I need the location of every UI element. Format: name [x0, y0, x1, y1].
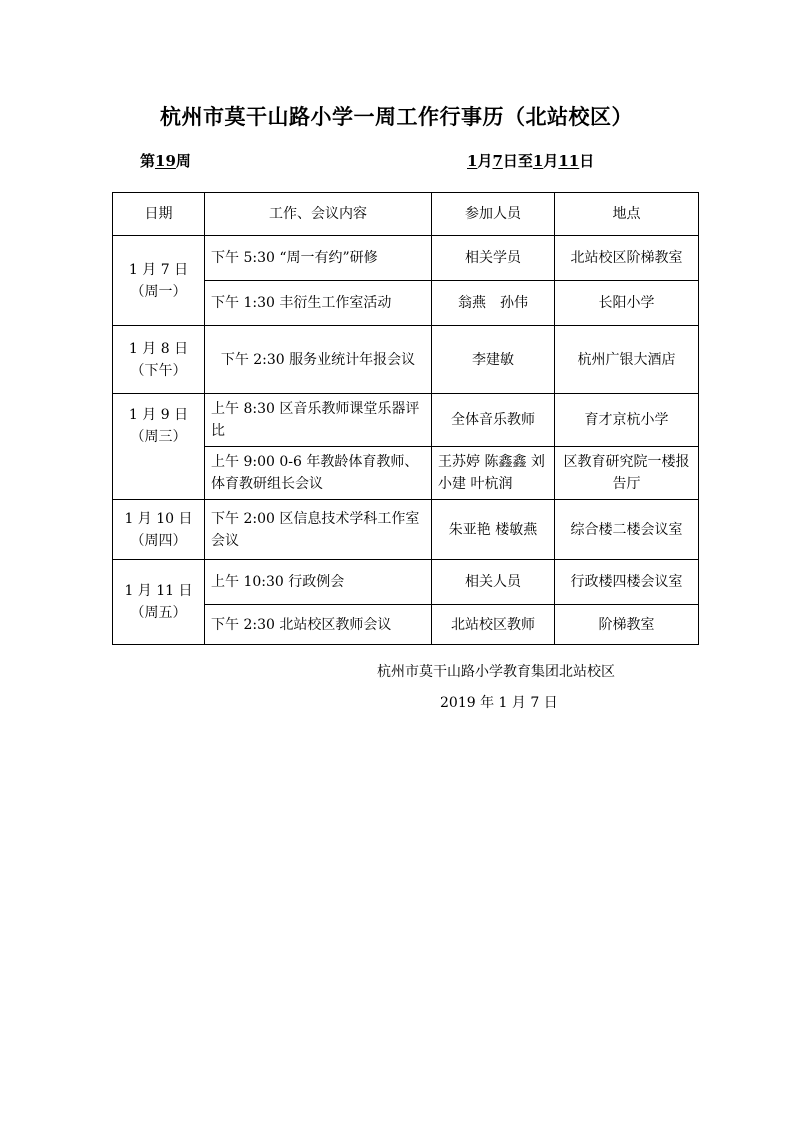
place-cell: 阶梯教室 [555, 605, 699, 645]
date-cell [113, 500, 205, 560]
date-label: 1 月 9 日 [128, 407, 189, 423]
week-suffix: 周 [175, 152, 191, 170]
header-content: 工作、会议内容 [205, 193, 432, 236]
table-row [113, 236, 699, 281]
date-range-text: 日至 [502, 152, 533, 170]
content-cell: 上午 10:30 行政例会 [205, 560, 432, 605]
content-cell: 下午 2:30 服务业统计年报会议 [205, 326, 432, 394]
date-range-month-end: 1 [532, 152, 544, 170]
people-cell: 北站校区教师 [432, 605, 555, 645]
table-row [113, 560, 699, 605]
weekday-label: （周三） [130, 429, 187, 445]
people-cell: 李建敏 [432, 326, 555, 394]
weekday-label: （周五） [130, 605, 187, 621]
people-cell: 朱亚艳 楼敏燕 [432, 500, 555, 560]
header-people: 参加人员 [432, 193, 555, 236]
date-label: 1 月 8 日 [128, 340, 189, 357]
date-label: 1 月 11 日 [124, 583, 193, 599]
header-place: 地点 [555, 193, 699, 236]
footer-organization: 杭州市莫干山路小学教育集团北站校区 [377, 664, 615, 680]
week-prefix: 第 [140, 152, 156, 170]
place-cell: 育才京杭小学 [555, 394, 699, 447]
week-num: 19 [155, 152, 176, 170]
date-range-month-start: 1 [467, 152, 478, 170]
date-range [467, 150, 594, 171]
people-cell: 王苏婷 陈鑫鑫 刘小建 叶杭润 [432, 447, 555, 500]
content-cell: 下午 2:30 北站校区教师会议 [205, 605, 432, 645]
place-cell: 行政楼四楼会议室 [555, 560, 699, 605]
date-cell [113, 326, 205, 394]
place-cell: 区教育研究院一楼报告厅 [555, 447, 699, 500]
people-cell: 全体音乐教师 [432, 394, 555, 447]
date-label: 1 月 10 日 [124, 510, 193, 527]
people-cell: 相关人员 [432, 560, 555, 605]
date-range-text: 月 [477, 152, 493, 170]
place-cell: 综合楼二楼会议室 [555, 500, 699, 560]
document-title: 杭州市莫干山路小学一周工作行事历（北站校区） [160, 104, 633, 129]
people-cell: 翁燕 孙伟 [432, 281, 555, 326]
schedule-table [112, 192, 699, 645]
header-date: 日期 [113, 193, 205, 236]
content-cell: 下午 1:30 丰衍生工作室活动 [205, 281, 432, 326]
table-row [113, 394, 699, 447]
date-label: 1 月 7 日 [128, 261, 189, 278]
footer-date: 2019 年 1 月 7 日 [440, 695, 558, 711]
content-cell: 上午 9:00 0-6 年教龄体育教师、体育教研组长会议 [205, 447, 432, 500]
weekday-label: （周一） [130, 283, 187, 300]
date-cell [113, 560, 205, 645]
date-cell [113, 394, 205, 500]
date-range-text: 月 [543, 152, 559, 170]
content-cell: 下午 2:00 区信息技术学科工作室会议 [205, 500, 432, 560]
content-cell: 上午 8:30 区音乐教师课堂乐器评比 [205, 394, 432, 447]
table-row [113, 500, 699, 560]
weekday-label: （下午） [130, 362, 187, 379]
people-cell: 相关学员 [432, 236, 555, 281]
place-cell: 杭州广银大酒店 [555, 326, 699, 394]
table-header-row [113, 193, 699, 236]
table-row [113, 326, 699, 394]
date-cell [113, 236, 205, 326]
content-cell: 下午 5:30 “周一有约”研修 [205, 236, 432, 281]
date-range-day-end: 11 [558, 152, 580, 170]
place-cell: 长阳小学 [555, 281, 699, 326]
weekday-label: （周四） [130, 532, 187, 549]
date-range-day-start: 7 [492, 152, 503, 170]
week-number [140, 150, 191, 171]
place-cell: 北站校区阶梯教室 [555, 236, 699, 281]
date-range-text: 日 [579, 152, 595, 170]
